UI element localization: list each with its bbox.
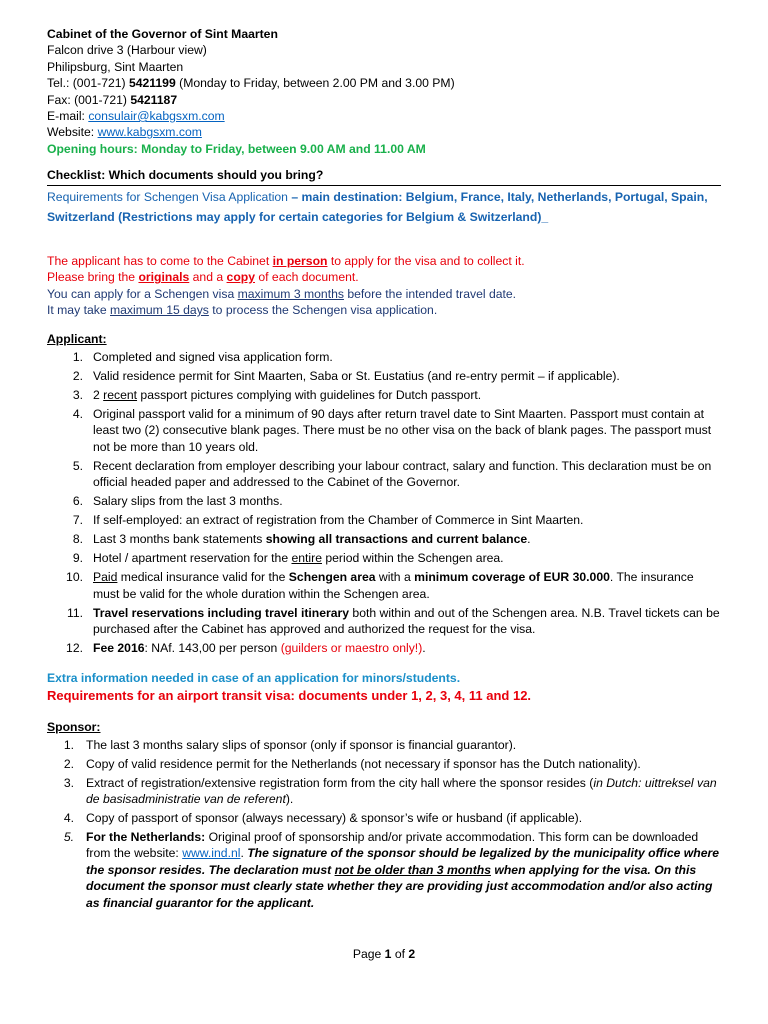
list-item: 8. Last 3 months bank statements showing all transactions and current balance. bbox=[72, 532, 531, 547]
opening-hours: Opening hours: Monday to Friday, between 9.00 AM and 11.00 AM bbox=[47, 141, 426, 156]
applicant-list bbox=[47, 349, 723, 656]
list-item: 3. 2 recent passport pictures complying with guidelines for Dutch passport. bbox=[72, 387, 482, 402]
notice-apply-window: You can apply for a Schengen visa maximum 3 months before the intended travel date. bbox=[47, 286, 517, 301]
sponsor-list bbox=[47, 737, 723, 911]
list-item: 4. Original passport valid for a minimum of 90 days after return travel date to Sint Maarten. Passport must contain at least two (2) consecutive blank pages. There must be no other visa on the back of blank pages. The passport must not be more than 10 years old. bbox=[72, 406, 712, 454]
list-item: 6. Salary slips from the last 3 months. bbox=[72, 494, 283, 509]
list-item: 11. Travel reservations including travel itinerary both within and out of the Schengen area. N.B. Travel tickets can be purchased after the Cabinet has approved and authorized the request for the visa. bbox=[66, 605, 720, 636]
list-item: 1. Completed and signed visa application form. bbox=[72, 349, 333, 364]
requirements-heading: Requirements for Schengen Visa Application – main destination: Belgium, France, Italy, Netherlands, Portugal, Spain, Switzerland (Restrictions may apply for certain categories for Belgium & Switzerland)_ bbox=[47, 189, 708, 224]
page-number: Page 1 of 2 bbox=[352, 947, 416, 961]
list-item: 3. Extract of registration/extensive registration form from the city hall where the sponsor resides (in Dutch: uittreksel van de basisadministratie van de referent). bbox=[63, 775, 717, 806]
sponsor-heading: Sponsor: bbox=[47, 720, 101, 735]
website-link[interactable]: www.kabgsxm.com bbox=[97, 125, 202, 140]
notice-processing-time: It may take maximum 15 days to process the Schengen visa application. bbox=[47, 303, 438, 318]
notice-originals: Please bring the originals and a copy of each document. bbox=[47, 270, 359, 285]
list-item: 4. Copy of passport of sponsor (always necessary) & sponsor’s wife or husband (if applicable). bbox=[63, 810, 583, 825]
transit-visa-requirements: Requirements for an airport transit visa: documents under 1, 2, 3, 4, 11 and 12. bbox=[47, 687, 532, 703]
list-item: 5. Recent declaration from employer describing your labour contract, salary and function. This declaration must be on official headed paper and addressed to the Cabinet of the Governor. bbox=[72, 458, 712, 490]
list-item: 12. Fee 2016: NAf. 143,00 per person (guilders or maestro only!). bbox=[66, 640, 426, 655]
email-link[interactable]: consulair@kabgsxm.com bbox=[88, 109, 225, 124]
list-item: 2. Valid residence permit for Sint Maarten, Saba or St. Eustatius (and re-entry permit – if applicable). bbox=[72, 368, 620, 383]
list-item: 9. Hotel / apartment reservation for the entire period within the Schengen area. bbox=[72, 551, 504, 566]
applicant-heading: Applicant: bbox=[47, 332, 107, 347]
address-line-1: Falcon drive 3 (Harbour view) bbox=[47, 43, 207, 58]
list-item: 5. For the Netherlands: Original proof of sponsorship and/or private accommodation. This form can be downloaded from the website: www.ind.nl. The signature of the sponsor should be legalized by the municipality office where the sponsor resides. The declaration must not be older than 3 months when applying for the visa. On this document the sponsor must clearly state whether they are providing just accommodation and/or also acting as financial guarantor for the applicant. bbox=[63, 829, 720, 910]
telephone-number: 5421199 bbox=[128, 76, 176, 91]
fax-number: 5421187 bbox=[130, 92, 178, 107]
website-line: Website: www.kabgsxm.com bbox=[47, 125, 202, 140]
list-item: 10. Paid medical insurance valid for the Schengen area with a minimum coverage of EUR 30.000. The insurance must be valid for the whole duration within the Schengen area. bbox=[66, 570, 694, 601]
extra-info-minors: Extra information needed in case of an application for minors/students. bbox=[47, 671, 461, 686]
notice-in-person: The applicant has to come to the Cabinet in person to apply for the visa and to collect it. bbox=[47, 253, 525, 268]
org-name: Cabinet of the Governor of Sint Maarten bbox=[47, 27, 278, 41]
telephone-line: Tel.: (001-721) 5421199 (Monday to Friday, between 2.00 PM and 3.00 PM) bbox=[47, 76, 455, 91]
list-item: 7. If self-employed: an extract of registration from the Chamber of Commerce in Sint Maarten. bbox=[72, 513, 584, 528]
fax-line: Fax: (001-721) 5421187 bbox=[47, 92, 178, 107]
list-item: 1. The last 3 months salary slips of sponsor (only if sponsor is financial guarantor). bbox=[63, 737, 517, 752]
checklist-title: Checklist: Which documents should you bring? bbox=[47, 167, 721, 185]
document-page bbox=[47, 26, 723, 914]
ind-website-link[interactable]: www.ind.nl bbox=[182, 846, 241, 861]
address-line-2: Philipsburg, Sint Maarten bbox=[47, 59, 184, 74]
list-item: 2. Copy of valid residence permit for the Netherlands (not necessary if sponsor has the Dutch nationality). bbox=[63, 756, 641, 771]
email-line: E-mail: consulair@kabgsxm.com bbox=[47, 109, 225, 124]
